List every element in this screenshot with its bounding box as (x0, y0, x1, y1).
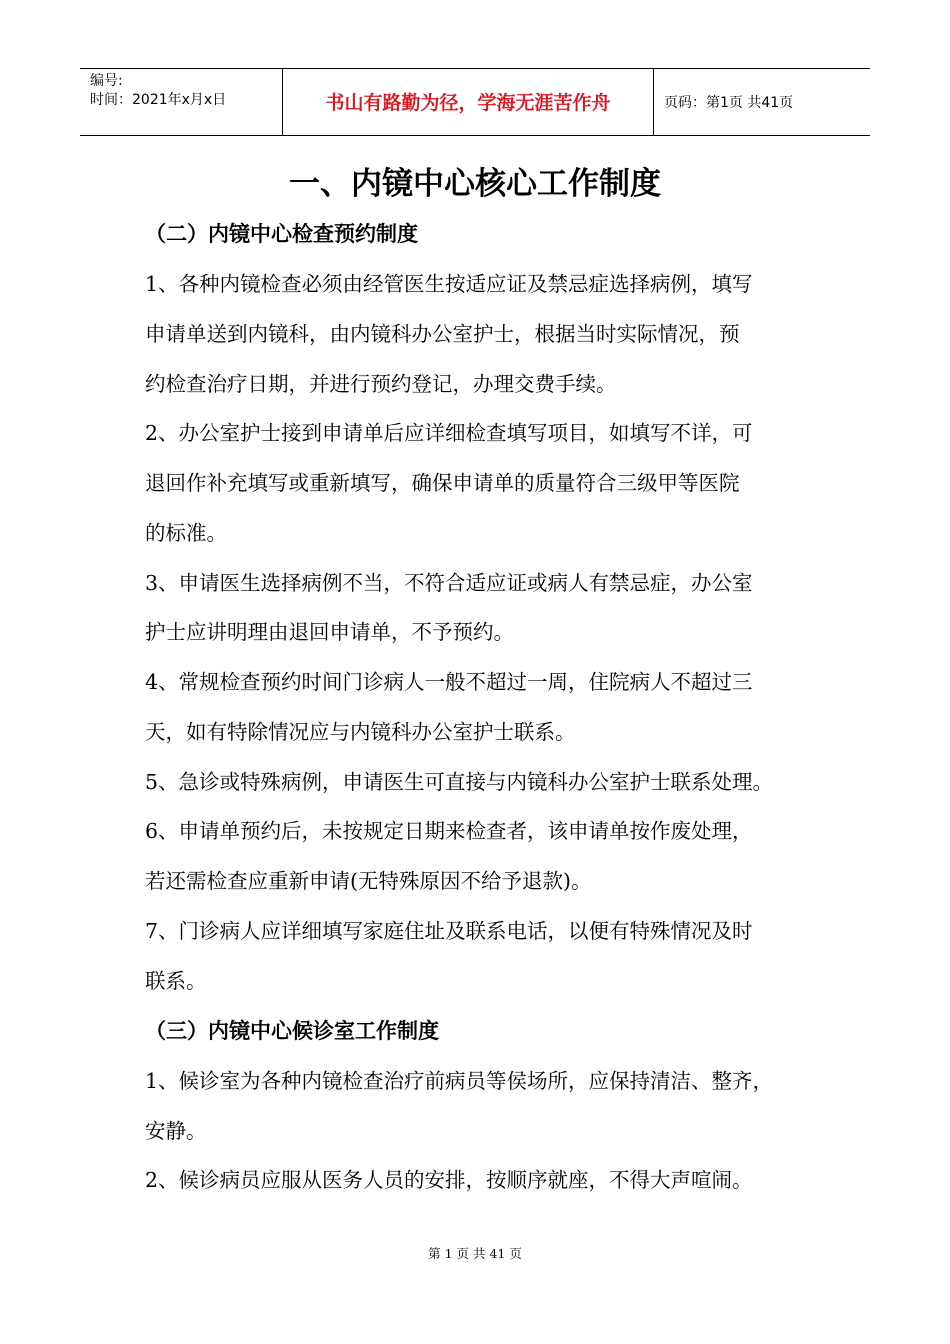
header-motto-cell (282, 69, 654, 135)
body-line: 护士应讲明理由退回申请单，不予预约。 (145, 620, 514, 644)
body-line: 2、候诊病员应服从医务人员的安排，按顺序就座，不得大声喧闹。 (145, 1168, 753, 1192)
body-line: 7、门诊病人应详细填写家庭住址及联系电话，以便有特殊情况及时 (145, 919, 753, 943)
body-line: 退回作补充填写或重新填写，确保申请单的质量符合三级甲等医院 (145, 471, 740, 495)
body-line: 联系。 (145, 969, 207, 993)
header-page-cell (654, 69, 870, 135)
body-line: 5、急诊或特殊病例，申请医生可直接与内镜科办公室护士联系处理。 (145, 770, 774, 794)
body-line: 若还需检查应重新申请(无特殊原因不给予退款)。 (145, 869, 592, 893)
section-heading-waiting-room: （三）内镜中心候诊室工作制度 (145, 1019, 439, 1043)
document-header (80, 68, 870, 136)
document-date: 时间：2021年x月x日 (90, 92, 227, 108)
body-line: 安静。 (145, 1119, 207, 1143)
body-line: 2、办公室护士接到申请单后应详细检查填写项目，如填写不详，可 (145, 421, 753, 445)
body-line: 1、候诊室为各种内镜检查治疗前病员等侯场所，应保持清洁、整齐， (145, 1069, 774, 1093)
page-footer: 第 1 页 共 41 页 (428, 1246, 522, 1261)
body-line: 天，如有特除情况应与内镜科办公室护士联系。 (145, 720, 576, 744)
document-number-label: 编号: (90, 73, 123, 89)
section-heading-appointment: （二）内镜中心检查预约制度 (145, 222, 418, 246)
body-line: 4、常规检查预约时间门诊病人一般不超过一周，住院病人不超过三 (145, 670, 753, 694)
header-page-info: 页码：第1页 共41页 (664, 95, 794, 111)
body-line: 1、各种内镜检查必须由经管医生按适应证及禁忌症选择病例，填写 (145, 272, 753, 296)
header-meta-cell (80, 69, 282, 135)
body-line: 6、申请单预约后，未按规定日期来检查者，该申请单按作废处理， (145, 819, 753, 843)
body-line: 3、申请医生选择病例不当，不符合适应证或病人有禁忌症，办公室 (145, 571, 753, 595)
body-line: 的标准。 (145, 521, 227, 545)
body-line: 申请单送到内镜科，由内镜科办公室护士，根据当时实际情况，预 (145, 322, 740, 346)
body-line: 约检查治疗日期，并进行预约登记，办理交费手续。 (145, 372, 617, 396)
document-title: 一、内镜中心核心工作制度 (289, 166, 661, 202)
header-motto: 书山有路勤为径，学海无涯苦作舟 (325, 92, 611, 114)
